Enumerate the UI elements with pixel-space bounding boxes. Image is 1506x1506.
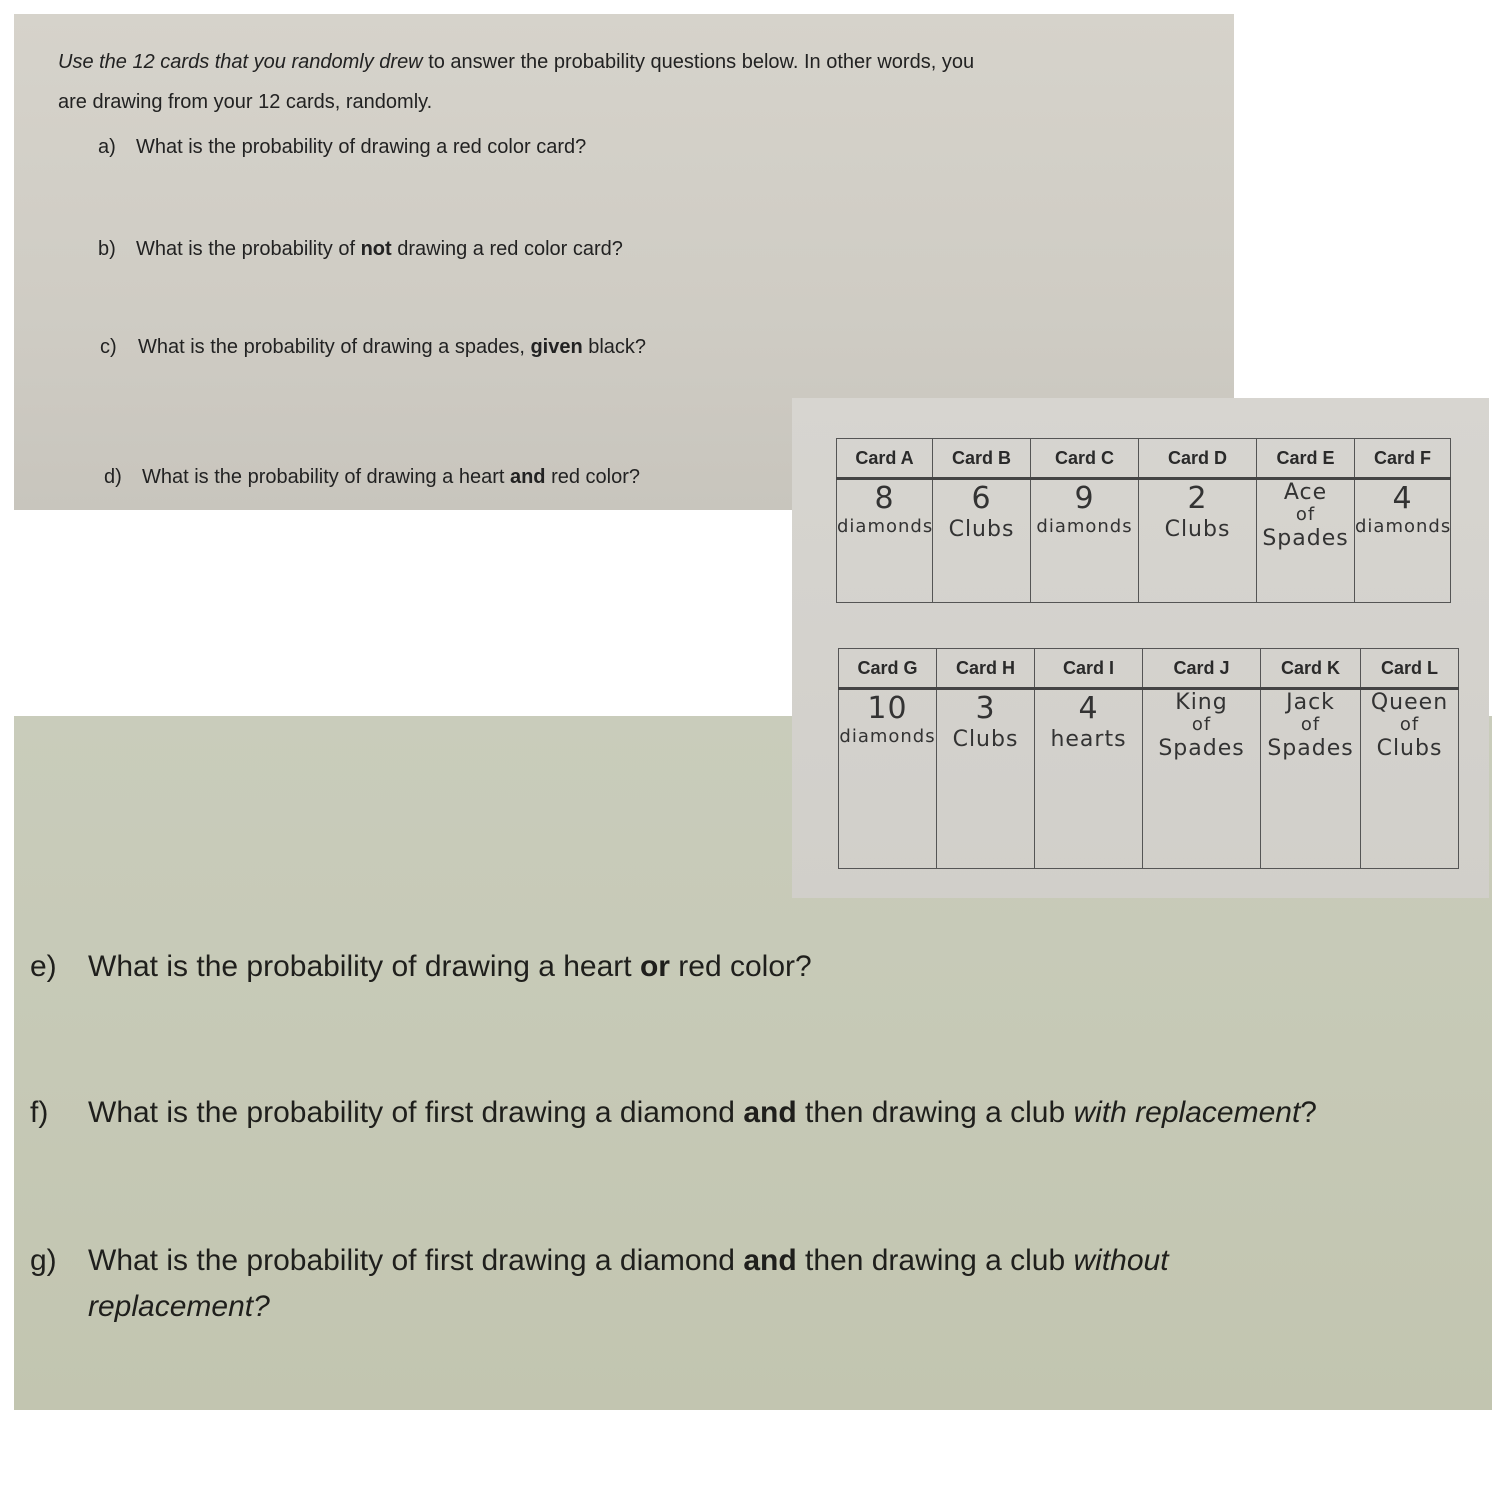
card-f-header: Card F [1355,439,1451,479]
card-e-header: Card E [1257,439,1355,479]
question-c: c) What is the probability of drawing a spades, given black? [100,336,647,358]
question-d: d) What is the probability of drawing a heart and red color? [104,466,641,488]
card-h-cell: 3 Clubs [937,689,1035,869]
card-f-cell: 4 diamonds [1355,479,1451,603]
card-j-header: Card J [1143,649,1261,689]
card-g-header: Card G [839,649,937,689]
question-a: a) What is the probability of drawing a red color card? [98,136,587,158]
card-e-cell: Ace of Spades [1257,479,1355,603]
card-i-cell: 4 hearts [1035,689,1143,869]
cards-table-row-2 [838,648,1459,869]
card-j-cell: King of Spades [1143,689,1261,869]
card-c-header: Card C [1031,439,1139,479]
card-d-header: Card D [1139,439,1257,479]
card-l-cell: Queen of Clubs [1361,689,1459,869]
card-b-cell: 6 Clubs [933,479,1031,603]
question-f: f) What is the probability of first drawing a diamond and then drawing a club with replacement? [30,1096,1317,1129]
card-i-header: Card I [1035,649,1143,689]
card-l-header: Card L [1361,649,1459,689]
card-a-cell: 8 diamonds [837,479,933,603]
card-c-cell: 9 diamonds [1031,479,1139,603]
card-k-header: Card K [1261,649,1361,689]
card-a-header: Card A [837,439,933,479]
question-b: b) What is the probability of not drawing a red color card? [98,238,623,260]
question-e: e) What is the probability of drawing a heart or red color? [30,950,812,983]
instructions-line-1: Use the 12 cards that you randomly drew to answer the probability questions below. In other words, you [58,51,975,73]
question-g-line-2: replacement? [88,1290,270,1323]
question-g: g) What is the probability of first drawing a diamond and then drawing a club without [30,1244,1169,1277]
card-table-photo [792,398,1489,898]
instructions-line-2: are drawing from your 12 cards, randomly. [58,91,433,113]
card-g-cell: 10 diamonds [839,689,937,869]
card-k-cell: Jack of Spades [1261,689,1361,869]
cards-table-row-1 [836,438,1451,603]
card-h-header: Card H [937,649,1035,689]
card-b-header: Card B [933,439,1031,479]
card-d-cell: 2 Clubs [1139,479,1257,603]
